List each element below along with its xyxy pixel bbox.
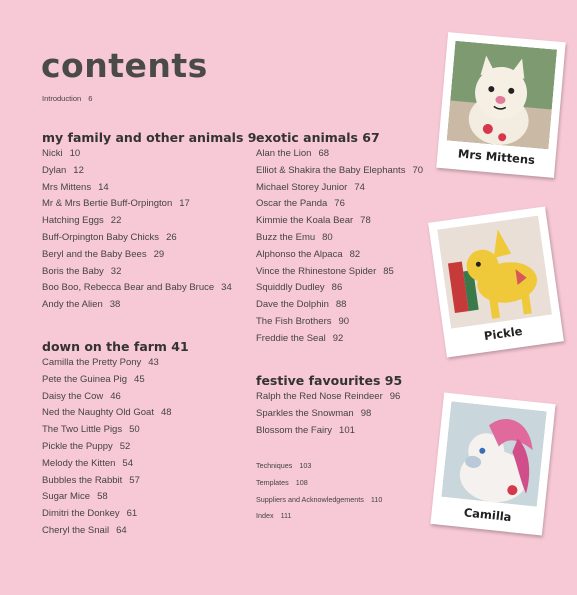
entry-name: Dylan [42,164,67,176]
entry-list [256,389,436,439]
entry-page: 34 [221,282,232,294]
entry-name: Techniques [256,461,293,470]
toc-entry[interactable] [42,247,252,264]
toc-entry[interactable] [256,297,436,314]
toc-entry[interactable] [256,196,436,213]
entry-name: The Two Little Pigs [42,424,123,436]
entry-name: Cheryl the Snail [42,524,110,536]
toc-entry[interactable] [42,473,252,490]
toc-entry[interactable] [256,458,436,475]
entry-name: Camilla the Pretty Pony [42,357,142,368]
back-matter [256,458,436,525]
toc-entry[interactable] [256,389,436,406]
entry-page: 74 [354,181,365,193]
entry-page: 110 [370,494,383,504]
toc-entry[interactable] [256,475,436,492]
entry-name: Alphonso the Alpaca [256,248,343,260]
entry-page: 80 [322,231,333,243]
toc-entry[interactable] [256,146,436,163]
toc-entry[interactable] [256,280,436,297]
toc-entry[interactable] [42,196,252,213]
entry-page: 92 [332,332,344,344]
toc-entry[interactable] [42,180,252,197]
toc-entry[interactable] [42,264,252,281]
entry-name: Templates [256,477,289,487]
entry-page: 26 [166,231,177,243]
entry-name: Ned the Naughty Old Goat [42,407,154,419]
entry-page: 76 [334,198,345,210]
section-exotic [256,130,436,348]
entry-name: Introduction [42,94,82,103]
entry-page: 45 [134,373,145,385]
section-heading: festive favourites 95 [256,373,403,388]
entry-name: Boo Boo, Rebecca Bear and Baby Bruce [42,282,215,294]
toc-entry[interactable] [256,508,436,525]
toc-entry[interactable] [42,355,252,372]
entry-page: 111 [280,511,292,521]
entry-name: Buzz the Emu [256,231,316,243]
entry-page: 14 [98,181,109,193]
entry-page: 29 [153,248,165,260]
toc-entry[interactable] [256,247,436,264]
section-farm [42,339,252,540]
toc-entry[interactable] [256,492,436,509]
entry-page: 38 [109,299,121,311]
page-title: contents [41,46,208,85]
entry-page: 46 [110,390,121,402]
entry-page: 12 [73,164,84,176]
toc-entry[interactable] [42,280,252,297]
entry-name: The Fish Brothers [256,315,332,327]
entry-page: 48 [160,407,172,419]
entry-page: 70 [412,164,424,176]
entry-name: Freddie the Seal [256,332,326,344]
entry-page: 61 [126,508,138,520]
toc-entry[interactable] [256,213,436,230]
puppy-photo [437,215,552,328]
entry-page: 6 [88,94,93,103]
entry-name: Squiddly Dudley [256,282,325,294]
toc-entry[interactable] [256,331,436,348]
entry-page: 88 [335,299,347,311]
photo-camilla [430,393,555,536]
section-heading: down on the farm 41 [42,339,189,354]
entry-name: Daisy the Cow [42,390,104,402]
entry-page: 43 [148,357,159,368]
entry-name: Beryl and the Baby Bees [42,248,147,260]
entry-name: Mrs Mittens [42,181,92,193]
entry-page: 57 [129,474,140,486]
entry-name: Index [256,511,274,521]
toc-entry[interactable] [42,213,252,230]
entry-name: Dimitri the Donkey [42,508,120,520]
toc-entry[interactable] [42,456,252,473]
entry-name: Hatching Eggs [42,215,104,227]
toc-entry[interactable] [42,372,252,389]
toc-entry[interactable] [42,297,252,314]
entry-page: 54 [122,457,133,469]
photo-pickle [428,206,564,357]
entry-page: 85 [383,265,394,277]
entry-page: 58 [97,491,108,503]
entry-page: 17 [179,198,190,210]
entry-name: Elliot & Shakira the Baby Elephants [256,164,406,176]
toc-entry[interactable] [42,506,252,523]
toc-entry[interactable] [42,389,252,406]
section-family [42,130,257,314]
entry-page: 22 [110,215,122,227]
entry-name: Dave the Dolphin [256,299,329,311]
entry-page: 82 [349,248,361,260]
entry-page: 68 [318,148,330,159]
photo-mrs-mittens [436,32,565,178]
entry-page: 98 [360,407,372,419]
entry-name: Andy the Alien [42,299,103,311]
toc-entry[interactable] [42,489,252,506]
entry-page: 52 [119,440,131,452]
entry-name: Buff-Orpington Baby Chicks [42,231,160,243]
entry-name: Suppliers and Acknowledgements [256,494,364,504]
toc-entry[interactable] [256,264,436,281]
entry-page: 101 [339,424,355,436]
entry-page: 50 [129,424,140,436]
back-matter-list [256,458,436,525]
entry-page: 78 [360,215,371,227]
entry-name: Mr & Mrs Bertie Buff-Orpington [42,198,173,210]
toc-entry[interactable] [256,423,436,440]
entry-name: Ralph the Red Nose Reindeer [256,391,383,402]
intro-entry[interactable] [42,94,92,103]
entry-list [42,146,252,314]
section-festive [256,373,436,439]
toc-entry[interactable] [256,314,436,331]
entry-name: Alan the Lion [256,148,312,159]
entry-name: Boris the Baby [42,265,104,277]
entry-page: 64 [116,524,127,536]
toc-entry[interactable] [256,180,436,197]
entry-name: Michael Storey Junior [256,181,348,193]
entry-name: Blossom the Fairy [256,424,333,436]
entry-page: 10 [69,148,81,159]
entry-page: 108 [295,477,308,487]
toc-entry[interactable] [42,163,252,180]
toc-entry[interactable] [256,163,436,180]
toc-entry[interactable] [256,230,436,247]
entry-page: 96 [389,391,401,402]
entry-name: Pete the Guinea Pig [42,373,128,385]
entry-page: 103 [299,461,312,470]
toc-entry[interactable] [256,406,436,423]
toc-entry[interactable] [42,439,252,456]
entry-page: 86 [331,282,343,294]
toc-entry[interactable] [42,523,252,540]
toc-entry[interactable] [42,405,252,422]
kitten-photo [447,41,557,150]
entry-name: Vince the Rhinestone Spider [256,265,377,277]
section-heading: my family and other animals 9 [42,130,257,145]
entry-page: 90 [338,315,350,327]
photo-caption: Mrs Mittens [457,146,536,168]
entry-name: Kimmie the Koala Bear [256,215,354,227]
toc-entry[interactable] [42,422,252,439]
entry-name: Nicki [42,148,63,159]
entry-list [42,355,252,540]
entry-page: 32 [110,265,122,277]
entry-name: Pickle the Puppy [42,440,113,452]
entry-list [256,146,436,348]
pony-photo [441,401,547,507]
entry-name: Oscar the Panda [256,198,328,210]
entry-name: Sugar Mice [42,491,91,503]
entry-name: Sparkles the Snowman [256,407,354,419]
entry-name: Bubbles the Rabbit [42,474,123,486]
entry-name: Melody the Kitten [42,457,116,469]
toc-entry[interactable] [42,146,252,163]
section-heading: exotic animals 67 [256,130,380,145]
photo-caption: Pickle [483,323,524,344]
toc-entry[interactable] [42,230,252,247]
photo-caption: Camilla [463,505,513,525]
